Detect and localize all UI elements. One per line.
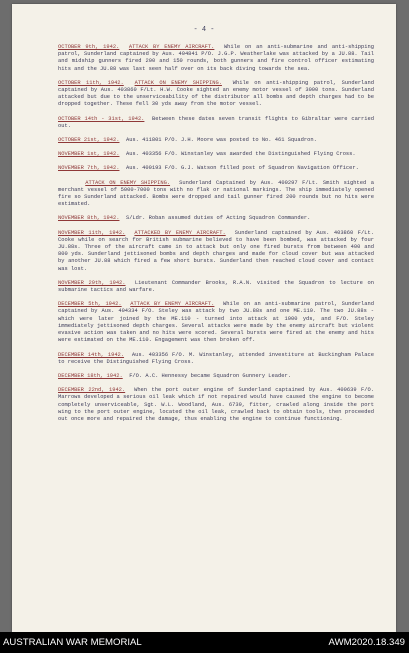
footer-bar <box>0 632 409 653</box>
entry-text: While on an anti-submarine patrol, Sunderland captained by Aus. 404334 F/O. Steley was attack by two JU.88s and one ME.110. The two JU.88s - which were later joined by the ME.110 - turned into attack at 1000 yds, and F/O. Steley immediately jettisoned depth charges. Several attacks were made by the enemy aircraft but violent evasive action was taken and no hits were scored. Several bursts were fired at the enemy and hits were estimated on the ME.110. Engagement was then broken off. <box>58 301 374 344</box>
entry-text: Aus. 403356 F/O. Winstanley was awarded the Distinguished Flying Cross. <box>125 151 356 158</box>
entry-date: NOVEMBER 1st, 1942. <box>58 151 120 158</box>
entry-text: Sunderland Captained by Aus. 400297 F/Lt. Smith sighted a merchant vessel of 5000-7000 tons with no flak or national markings. The ship immediately opened fire so Sunderland attacked. Bombs were dropped and tail gunner fired 200 rounds but no hits were estimated. <box>58 179 374 208</box>
page-number: - 4 - <box>193 26 215 34</box>
entry-date: NOVEMBER 7th, 1942. <box>58 165 120 172</box>
entry <box>58 180 374 209</box>
entry-date: NOVEMBER 8th, 1942. <box>58 215 120 222</box>
entry-heading: ATTACK BY ENEMY AIRCRAFT. <box>128 44 215 50</box>
entry <box>58 137 374 144</box>
entry <box>58 387 374 423</box>
document-body <box>58 44 374 430</box>
entry <box>58 230 374 273</box>
entry-date: OCTOBER 11th, 1942. <box>58 79 124 86</box>
entry-date: OCTOBER 21st, 1942. <box>58 137 120 144</box>
entry-date: OCTOBER 9th, 1942. <box>58 44 120 50</box>
entry-date: OCTOBER 14th - 31st, 1942. <box>58 115 145 122</box>
entry <box>58 44 374 73</box>
entry <box>58 301 374 344</box>
entry-text: Aus. 400193 F/O. G.J. Watson filled post of Squadron Navigation Officer. <box>125 165 359 172</box>
entry-text: While on anti-shipping patrol, Sunderland captained by Aus. 403860 F/Lt. H.W. Cooke sighted an enemy motor vessel of 3000 tons. Sunderland attacked but due to the unserviceability of the distributor all bombs and depth charges had to be dropped together. These fell 30 yds away from the motor vessel. <box>58 79 374 108</box>
entry-heading: ATTACK BY ENEMY AIRCRAFT. <box>130 301 215 308</box>
entry <box>58 80 374 109</box>
entry-heading: ATTACK ON ENEMY SHIPPING. <box>134 79 222 86</box>
entry-text: Aus. 411801 P/O. J.H. Moore was posted to No. 461 Squadron. <box>125 137 317 144</box>
entry-date: DECEMBER 14th, 1942. <box>58 351 125 358</box>
entry <box>58 116 374 130</box>
entry-date: NOVEMBER 11th, 1942. <box>58 229 126 236</box>
entry <box>58 151 374 158</box>
entry-text: Lieutenant Commander Brooks, R.A.N. visited the Squadron to lecture on submarine tactics and warfare. <box>58 279 374 294</box>
entry <box>58 280 374 294</box>
footer-accession-number: AWM2020.18.349 <box>328 637 405 648</box>
document-page <box>12 4 396 632</box>
entry-text: S/Ldr. Roban assumed duties of Acting Squadron Commander. <box>125 215 311 222</box>
entry-text: Aus. 403356 F/O. M. Winstanley, attended investiture at Buckingham Palace to receive the Distinguished Flying Cross. <box>58 351 374 365</box>
entry-heading: ATTACKED BY ENEMY AIRCRAFT. <box>134 229 226 236</box>
footer-institution: AUSTRALIAN WAR MEMORIAL <box>3 637 142 648</box>
entry-date: DECEMBER 18th, 1942. <box>58 372 123 379</box>
entry-text: When the port outer engine of Sunderland captained by Aus. 400639 F/O. Marrows developed a serious oil leak which if not repaired would have caused the engine to become completely unserviceable, Sgt. W.L. Woodland, Aus. 6739, fitter, crawled along inside the port wing to the port outer engine, located the oil leak, crawled back to obtain tools, then proceeded out once more and repaired the damage, thus enabling the engine to continue functioning. <box>58 387 374 422</box>
entry-text: Between these dates seven transit flights to Gibraltar were carried out. <box>58 115 374 129</box>
entry-text: Sunderland captained by Aus. 403860 F/Lt. Cooke while on search for British submarine believed to have been bombed, was attacked by four JU.88s. Three of the aircraft came in to attack but only one fired bursts from between 400 and 800 yds. Sunderland jettisoned bombs and depth charges and made for cloud cover but was attacked by another JU.88 which fired a few short bursts. Sunderland then reached cloud cover and contact was lost. <box>58 229 374 272</box>
entry <box>58 215 374 222</box>
entry-date: NOVEMBER 29th, 1942. <box>58 279 126 286</box>
entry <box>58 165 374 172</box>
entry-date: DECEMBER 5th, 1942. <box>58 301 122 308</box>
entry-text: While on an anti-submarine and anti-shipping patrol, Sunderland captained by Aus. 404841 P/O. J.G.P. Weatherlake was attacked by a JU.88. Tail and midship gunners fired 200 and 150 rounds, both gunners and fire control officer estimating hits and the JU.88 was last seen half over on its back diving towards the sea. <box>58 44 374 72</box>
entry-date: DECEMBER 22nd, 1942. <box>58 387 126 394</box>
entry <box>58 352 374 366</box>
entry-text: F/O. A.C. Hennessy became Squadron Gunnery Leader. <box>129 372 291 379</box>
entry-heading: ATTACK ON ENEMY SHIPPING. <box>85 179 171 186</box>
entry <box>58 373 374 380</box>
